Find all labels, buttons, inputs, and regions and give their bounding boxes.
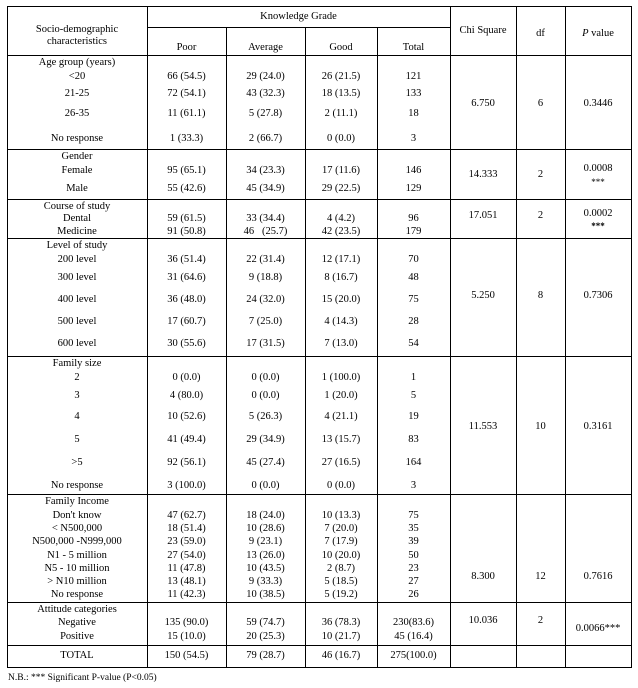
column-divider <box>147 6 148 668</box>
cell-average: 22 (31.4) <box>246 254 285 265</box>
group-divider <box>7 199 632 200</box>
total-good: 46 (16.7) <box>321 650 361 661</box>
cell-poor: 11 (42.3) <box>167 589 206 600</box>
cell-total: 3 <box>410 133 417 144</box>
group-title: Gender <box>61 151 93 162</box>
header-good: Good <box>329 42 353 53</box>
header-divider <box>147 27 450 28</box>
cell-poor: 95 (65.1) <box>167 165 206 176</box>
cell-good: 4 (21.1) <box>324 411 358 422</box>
row-label: Don't know <box>52 510 102 521</box>
cell-poor: 41 (49.4) <box>167 434 206 445</box>
row-label: N500,000 -N999,000 <box>32 536 122 547</box>
chi-square-value: 6.750 <box>471 98 495 109</box>
group-title: Family Income <box>45 496 109 507</box>
p-value: 0.0002 <box>583 208 613 219</box>
group-divider <box>7 238 632 239</box>
cell-total: 133 <box>405 88 422 99</box>
row-label: Medicine <box>57 226 97 237</box>
cell-good: 15 (20.0) <box>321 294 361 305</box>
cell-poor: 17 (60.7) <box>167 316 206 327</box>
cell-total: 75 <box>408 294 419 305</box>
header-characteristics: Socio-demographic <box>35 24 119 35</box>
df-value: 2 <box>537 615 544 626</box>
total-label: TOTAL <box>60 650 94 661</box>
cell-total: 23 <box>408 563 419 574</box>
cell-poor: 10 (52.6) <box>167 411 206 422</box>
cell-poor: 72 (54.1) <box>167 88 206 99</box>
group-title: Family size <box>52 358 102 369</box>
header-bottom-border <box>7 55 632 56</box>
cell-average: 5 (26.3) <box>248 411 283 422</box>
row-label: > N10 million <box>47 576 107 587</box>
cell-good: 10 (13.3) <box>321 510 361 521</box>
cell-total: 3 <box>410 480 417 491</box>
column-divider <box>305 27 306 668</box>
cell-poor: 27 (54.0) <box>167 550 206 561</box>
header-df: df <box>536 28 545 39</box>
chi-square-value: 17.051 <box>468 210 498 221</box>
cell-total: 121 <box>405 71 422 82</box>
header-chi-square: Chi Square <box>459 25 507 36</box>
row-label: Negative <box>58 617 96 628</box>
p-value: 0.0066*** <box>575 623 621 634</box>
row-label: 400 level <box>57 294 97 305</box>
cell-average: 43 (32.3) <box>246 88 285 99</box>
cell-average: 45 (34.9) <box>246 183 285 194</box>
cell-good: 8 (16.7) <box>324 272 358 283</box>
cell-good: 26 (21.5) <box>321 71 361 82</box>
cell-good: 10 (21.7) <box>321 631 361 642</box>
cell-total: 48 <box>408 272 419 283</box>
group-divider <box>7 149 632 150</box>
cell-total: 45 (16.4) <box>394 631 433 642</box>
cell-total: 28 <box>408 316 419 327</box>
cell-average: 29 (24.0) <box>246 71 285 82</box>
group-title: Course of study <box>43 201 111 212</box>
column-divider <box>450 6 451 668</box>
column-divider <box>631 6 632 668</box>
row-label: >5 <box>71 457 83 468</box>
cell-poor: 23 (59.0) <box>167 536 206 547</box>
header-p-label: value <box>588 28 614 39</box>
cell-poor: 55 (42.6) <box>167 183 206 194</box>
cell-poor: 135 (90.0) <box>164 617 209 628</box>
cell-good: 7 (13.0) <box>324 338 358 349</box>
cell-average: 9 (23.1) <box>248 536 283 547</box>
cell-average: 33 (34.4) <box>246 213 285 224</box>
cell-good: 2 (8.7) <box>327 563 355 574</box>
p-value: 0.3161 <box>583 421 613 432</box>
row-label: < N500,000 <box>51 523 103 534</box>
row-label: 4 <box>74 411 80 422</box>
df-value: 10 <box>535 421 546 432</box>
cell-good: 13 (15.7) <box>321 434 361 445</box>
df-value: 12 <box>535 571 546 582</box>
cell-good: 7 (17.9) <box>324 536 358 547</box>
header-average: Average <box>248 42 283 53</box>
row-label: N5 - 10 million <box>44 563 110 574</box>
header-p-value <box>582 28 614 40</box>
cell-good: 0 (0.0) <box>327 133 355 144</box>
cell-total: 5 <box>410 390 417 401</box>
column-divider <box>377 27 378 668</box>
chi-square-value: 14.333 <box>468 169 498 180</box>
cell-average: 9 (18.8) <box>248 272 283 283</box>
table-top-border <box>7 6 632 7</box>
cell-total: 230(83.6) <box>392 617 435 628</box>
chi-square-value: 10.036 <box>468 615 498 626</box>
cell-poor: 13 (48.1) <box>167 576 206 587</box>
header-characteristics: characteristics <box>46 36 108 47</box>
p-value: 0.7306 <box>583 290 613 301</box>
cell-poor: 59 (61.5) <box>167 213 206 224</box>
cell-total: 39 <box>408 536 419 547</box>
cell-good: 36 (78.3) <box>321 617 361 628</box>
cell-average: 17 (31.5) <box>246 338 285 349</box>
row-label: 2 <box>74 372 80 383</box>
cell-poor: 11 (61.1) <box>167 108 206 119</box>
cell-poor: 0 (0.0) <box>172 372 201 383</box>
df-value: 2 <box>537 169 544 180</box>
chi-square-value: 5.250 <box>471 290 495 301</box>
cell-poor: 47 (62.7) <box>167 510 206 521</box>
cell-good: 18 (13.5) <box>321 88 361 99</box>
cell-total: 96 <box>408 213 419 224</box>
cell-total: 26 <box>408 589 419 600</box>
cell-average: 7 (25.0) <box>248 316 283 327</box>
cell-average: 10 (28.6) <box>246 523 285 534</box>
cell-poor: 15 (10.0) <box>167 631 206 642</box>
cell-poor: 30 (55.6) <box>167 338 206 349</box>
cell-good: 4 (4.2) <box>327 213 355 224</box>
cell-poor: 36 (48.0) <box>167 294 206 305</box>
cell-total: 146 <box>405 165 422 176</box>
cell-average: 34 (23.3) <box>246 165 285 176</box>
row-label: 26-35 <box>64 108 90 119</box>
cell-average: 0 (0.0) <box>251 390 280 401</box>
group-title: Attitude categories <box>37 604 117 615</box>
cell-average: 10 (43.5) <box>246 563 285 574</box>
cell-total: 27 <box>408 576 419 587</box>
row-label: <20 <box>68 71 86 82</box>
cell-poor: 92 (56.1) <box>167 457 206 468</box>
cell-average: 0 (0.0) <box>251 480 280 491</box>
group-title: Level of study <box>46 240 108 251</box>
cell-average: 13 (26.0) <box>246 550 285 561</box>
column-divider <box>7 6 8 668</box>
cell-good: 1 (20.0) <box>324 390 358 401</box>
header-p-italic: P <box>582 28 589 39</box>
cell-average: 59 (74.7) <box>246 617 285 628</box>
p-value: 0.3446 <box>583 98 613 109</box>
cell-average: 9 (33.3) <box>248 576 283 587</box>
df-value: 6 <box>537 98 544 109</box>
group-title: Age group (years) <box>38 57 116 68</box>
cell-total: 35 <box>408 523 419 534</box>
header-poor: Poor <box>176 42 197 53</box>
group-divider <box>7 645 632 646</box>
cell-good: 12 (17.1) <box>321 254 361 265</box>
cell-total: 179 <box>405 226 422 237</box>
cell-total: 1 <box>410 372 417 383</box>
cell-average: 0 (0.0) <box>251 372 280 383</box>
group-divider <box>7 356 632 357</box>
row-label: N1 - 5 million <box>47 550 107 561</box>
group-divider <box>7 494 632 495</box>
column-divider <box>226 27 227 668</box>
row-label: 5 <box>74 434 80 445</box>
cell-good: 7 (20.0) <box>324 523 358 534</box>
cell-average: 2 (66.7) <box>248 133 283 144</box>
cell-poor: 3 (100.0) <box>167 480 206 491</box>
header-total: Total <box>402 42 425 53</box>
row-label: No response <box>50 480 104 491</box>
row-label: 500 level <box>57 316 97 327</box>
cell-total: 50 <box>408 550 419 561</box>
cell-good: 27 (16.5) <box>321 457 361 468</box>
cell-poor: 66 (54.5) <box>167 71 206 82</box>
row-label: 300 level <box>57 272 97 283</box>
significance-marker: *** <box>591 221 605 231</box>
cell-total: 19 <box>408 411 419 422</box>
column-divider <box>516 6 517 668</box>
chi-square-value: 8.300 <box>471 571 495 582</box>
cell-average: 45 (27.4) <box>246 457 285 468</box>
row-label: No response <box>50 133 104 144</box>
df-value: 8 <box>537 290 544 301</box>
significance-marker: *** <box>591 177 605 187</box>
p-value: 0.0008 <box>583 163 613 174</box>
row-label: 200 level <box>57 254 97 265</box>
cell-average: 10 (38.5) <box>246 589 285 600</box>
cell-good: 4 (14.3) <box>324 316 358 327</box>
footnote: N.B.: *** Significant P-value (P<0.05) <box>8 673 157 683</box>
row-label: Dental <box>63 213 91 224</box>
df-value: 2 <box>537 210 544 221</box>
cell-poor: 1 (33.3) <box>169 133 204 144</box>
cell-poor: 18 (51.4) <box>167 523 206 534</box>
cell-good: 1 (100.0) <box>321 372 361 383</box>
cell-total: 54 <box>408 338 419 349</box>
cell-total: 83 <box>408 434 419 445</box>
cell-good: 42 (23.5) <box>321 226 361 237</box>
row-label: Positive <box>60 631 94 642</box>
row-label: 600 level <box>57 338 97 349</box>
row-label: 3 <box>74 390 80 401</box>
cell-average: 18 (24.0) <box>246 510 285 521</box>
row-label: Male <box>66 183 88 194</box>
cell-good: 0 (0.0) <box>327 480 355 491</box>
column-divider <box>565 6 566 668</box>
cell-total: 129 <box>405 183 422 194</box>
cell-total: 18 <box>408 108 419 119</box>
cell-average: 29 (34.9) <box>246 434 285 445</box>
cell-good: 5 (19.2) <box>324 589 358 600</box>
group-divider <box>7 602 632 603</box>
cell-total: 70 <box>408 254 419 265</box>
cell-average: 24 (32.0) <box>246 294 285 305</box>
cell-average: 20 (25.3) <box>246 631 285 642</box>
cell-average: 5 (27.8) <box>248 108 283 119</box>
total-total: 275(100.0) <box>390 650 437 661</box>
cell-total: 75 <box>408 510 419 521</box>
cell-poor: 11 (47.8) <box>167 563 206 574</box>
cell-average: 46 (25.7) <box>243 226 288 237</box>
total-average: 79 (28.7) <box>246 650 285 661</box>
header-knowledge-grade: Knowledge Grade <box>260 11 337 22</box>
cell-good: 5 (18.5) <box>324 576 358 587</box>
cell-poor: 91 (50.8) <box>167 226 206 237</box>
chi-square-value: 11.553 <box>468 421 498 432</box>
cell-total: 164 <box>405 457 422 468</box>
cell-good: 17 (11.6) <box>321 165 361 176</box>
cell-poor: 4 (80.0) <box>169 390 204 401</box>
table-bottom-border <box>7 667 632 668</box>
p-value: 0.7616 <box>583 571 613 582</box>
cell-good: 10 (20.0) <box>321 550 361 561</box>
cell-good: 2 (11.1) <box>324 108 358 119</box>
total-poor: 150 (54.5) <box>164 650 209 661</box>
cell-good: 29 (22.5) <box>321 183 361 194</box>
row-label: 21-25 <box>64 88 90 99</box>
row-label: Female <box>61 165 93 176</box>
cell-poor: 36 (51.4) <box>167 254 206 265</box>
cell-poor: 31 (64.6) <box>167 272 206 283</box>
row-label: No response <box>50 589 104 600</box>
